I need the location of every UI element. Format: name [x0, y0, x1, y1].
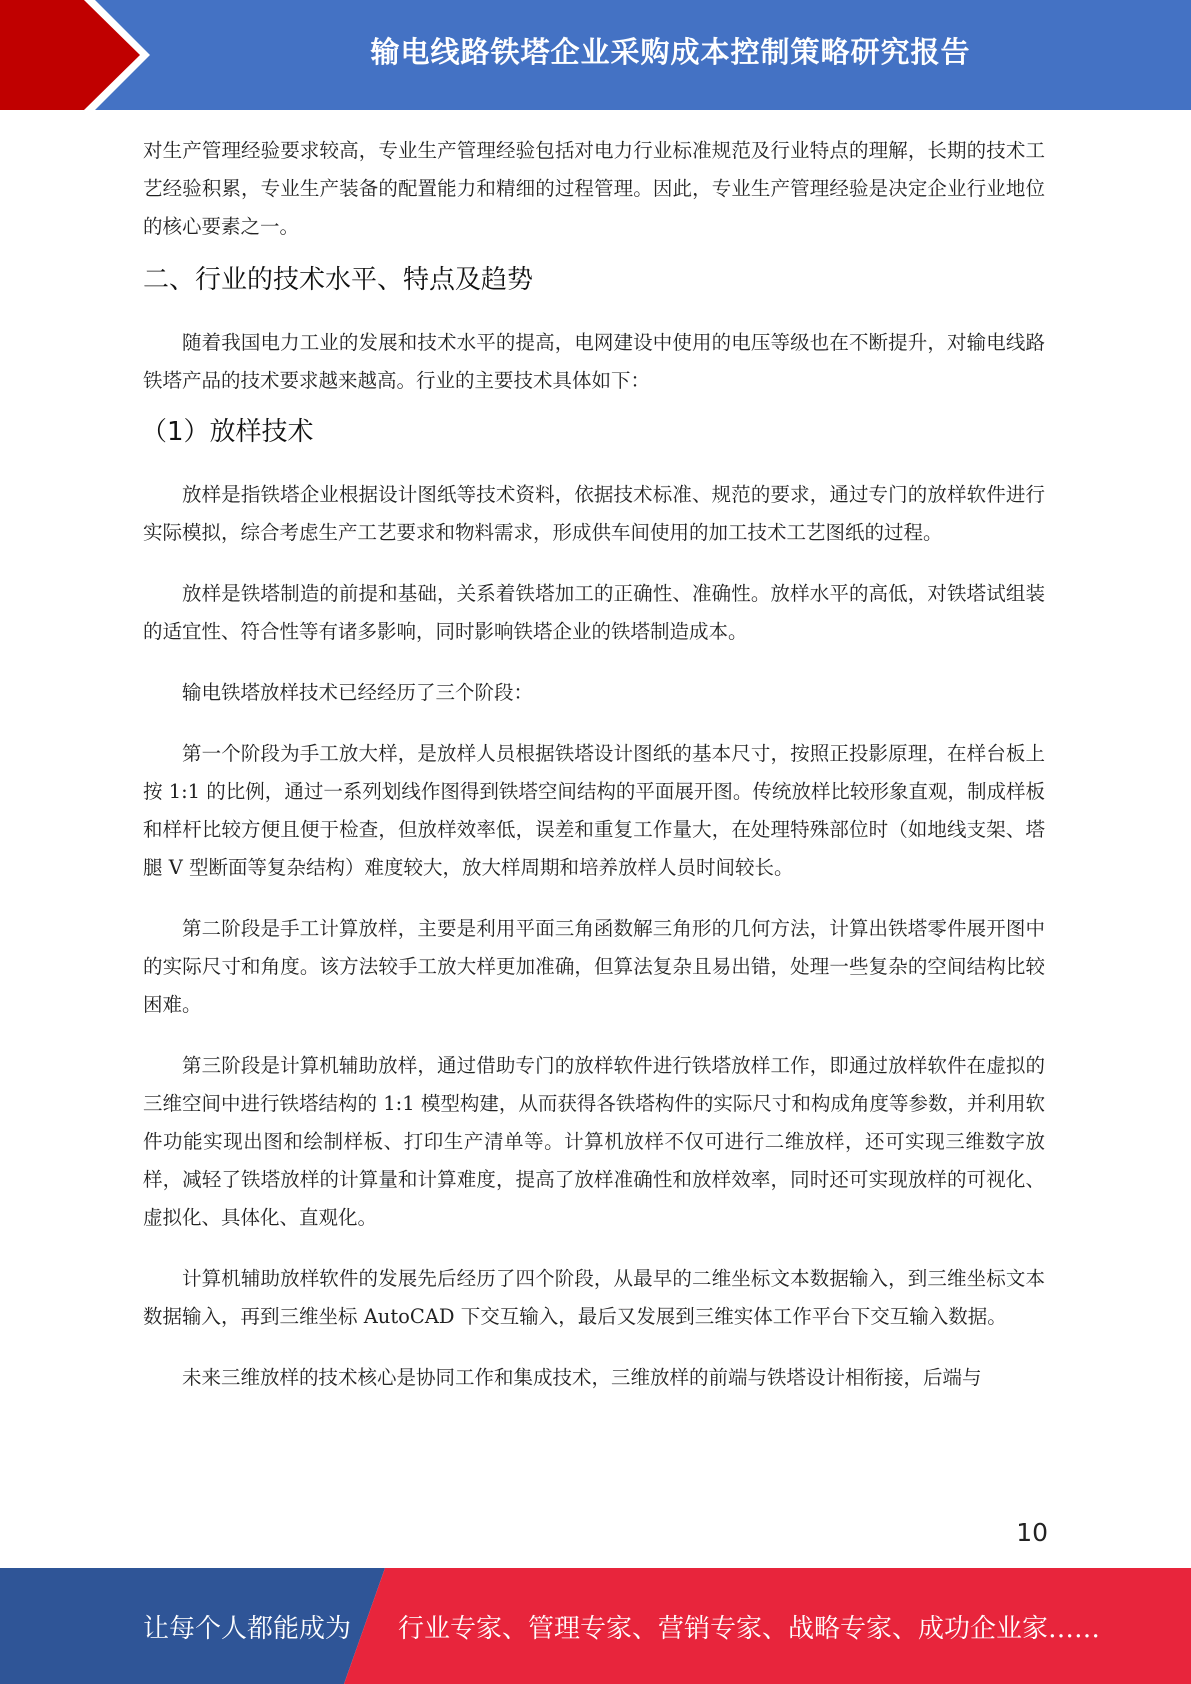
section-heading: 二、行业的技术水平、特点及趋势 — [143, 265, 534, 295]
body-paragraph: 未来三维放样的技术核心是协同工作和集成技术，三维放样的前端与铁塔设计相衔接，后端与 — [182, 1366, 982, 1389]
footer-slogan-left: 让每个人都能成为 — [143, 1613, 352, 1644]
page-number: 10 — [1016, 1518, 1048, 1547]
section-intro-paragraph: 随着我国电力工业的发展和技术水平的提高，电网建设中使用的电压等级也在不断提升，对输电线路铁塔产品的技术要求越来越高。行业的主要技术具体如下： — [143, 331, 1045, 392]
body-paragraph: 放样是指铁塔企业根据设计图纸等技术资料，依据技术标准、规范的要求，通过专门的放样软件进行实际模拟，综合考虑生产工艺要求和物料需求，形成供车间使用的加工技术工艺图纸的过程。 — [143, 483, 1045, 544]
body-paragraph: 第三阶段是计算机辅助放样，通过借助专门的放样软件进行铁塔放样工作，即通过放样软件在虚拟的三维空间中进行铁塔结构的 1:1 模型构建，从而获得各铁塔构件的实际尺寸和构成角度等参数，并利用软件功能实现出图和绘制样板、打印生产清单等。计算机放样不仅可进行二维放样，还可实现三维数字放样，减轻了铁塔放样的计算量和计算难度，提高了放样准确性和放样效率，同时还可实现放样的可视化、虚拟化、具体化、直观化。 — [143, 1054, 1045, 1229]
body-paragraph: 第一个阶段为手工放大样，是放样人员根据铁塔设计图纸的基本尺寸，按照正投影原理，在样台板上按 1:1 的比例，通过一系列划线作图得到铁塔空间结构的平面展开图。传统放样比较形象直观，制成样板和样杆比较方便且便于检查，但放样效率低，误差和重复工作量大，在处理特殊部位时（如地线支架、塔腿 V 型断面等复杂结构）难度较大，放大样周期和培养放样人员时间较长。 — [143, 742, 1045, 879]
sub-heading: （1）放样技术 — [141, 417, 314, 447]
page-footer — [0, 1568, 1191, 1684]
page-content — [143, 132, 1045, 1420]
body-paragraph: 放样是铁塔制造的前提和基础，关系着铁塔加工的正确性、准确性。放样水平的高低，对铁塔试组装的适宜性、符合性等有诸多影响，同时影响铁塔企业的铁塔制造成本。 — [143, 582, 1045, 643]
report-title: 输电线路铁塔企业采购成本控制策略研究报告 — [370, 34, 971, 69]
body-paragraph: 输电铁塔放样技术已经经历了三个阶段： — [182, 681, 534, 704]
body-paragraph: 计算机辅助放样软件的发展先后经历了四个阶段，从最早的二维坐标文本数据输入，到三维坐标文本数据输入，再到三维坐标 AutoCAD 下交互输入，最后又发展到三维实体工作平台下交互输入数据。 — [143, 1267, 1045, 1328]
body-paragraph: 第二阶段是手工计算放样，主要是利用平面三角函数解三角形的几何方法，计算出铁塔零件展开图中的实际尺寸和角度。该方法较手工放大样更加准确，但算法复杂且易出错，处理一些复杂的空间结构比较困难。 — [143, 917, 1045, 1016]
footer-slogan-right: 行业专家、管理专家、营销专家、战略专家、成功企业家…… — [398, 1613, 1101, 1644]
intro-paragraph: 对生产管理经验要求较高，专业生产管理经验包括对电力行业标准规范及行业特点的理解，长期的技术工艺经验积累，专业生产装备的配置能力和精细的过程管理。因此，专业生产管理经验是决定企业行业地位的核心要素之一。 — [143, 139, 1045, 238]
page-header — [0, 0, 1191, 110]
